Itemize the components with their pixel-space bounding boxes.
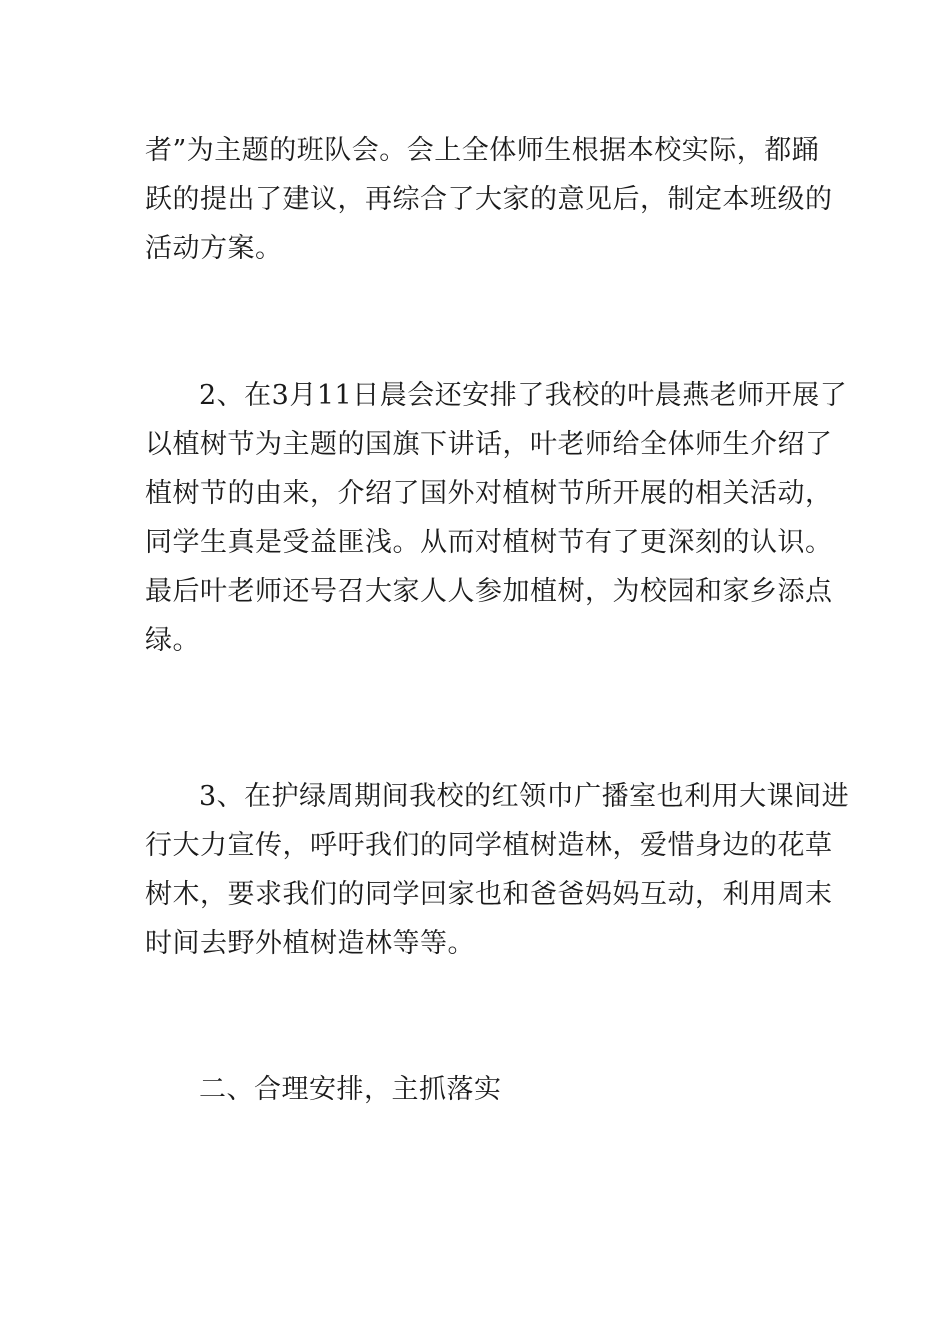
text-line: 3、在护绿周期间我校的红领巾广播室也利用大课间进 bbox=[199, 781, 850, 812]
text-line: 植树节的由来，介绍了国外对植树节所开展的相关活动， bbox=[145, 478, 833, 509]
text-line: 最后叶老师还号召大家人人参加植树，为校园和家乡添点 bbox=[145, 576, 833, 607]
text-line: 以植树节为主题的国旗下讲话，叶老师给全体师生介绍了 bbox=[145, 429, 833, 460]
text-line: 绿。 bbox=[145, 625, 200, 656]
section-heading bbox=[145, 1065, 810, 1114]
text-line: 时间去野外植树造林等等。 bbox=[145, 928, 475, 959]
text-line: 2、在3月11日晨会还安排了我校的叶晨燕老师开展了 bbox=[199, 380, 848, 411]
text-line: 树木，要求我们的同学回家也和爸爸妈妈互动，利用周末 bbox=[145, 879, 833, 910]
text-line: 者”为主题的班队会。会上全体师生根据本校实际，都踊 bbox=[145, 135, 820, 166]
text-line: 行大力宣传，呼吁我们的同学植树造林，爱惜身边的花草 bbox=[145, 830, 833, 861]
text-line: 跃的提出了建议，再综合了大家的意见后，制定本班级的 bbox=[145, 184, 833, 215]
paragraph-class-meeting bbox=[145, 126, 833, 273]
text-line: 活动方案。 bbox=[145, 233, 283, 264]
paragraph-flag-speech bbox=[145, 371, 848, 665]
paragraph-broadcast bbox=[145, 772, 850, 968]
heading-text: 二、合理安排，主抓落实 bbox=[199, 1074, 502, 1105]
text-line: 同学生真是受益匪浅。从而对植树节有了更深刻的认识。 bbox=[145, 527, 833, 558]
